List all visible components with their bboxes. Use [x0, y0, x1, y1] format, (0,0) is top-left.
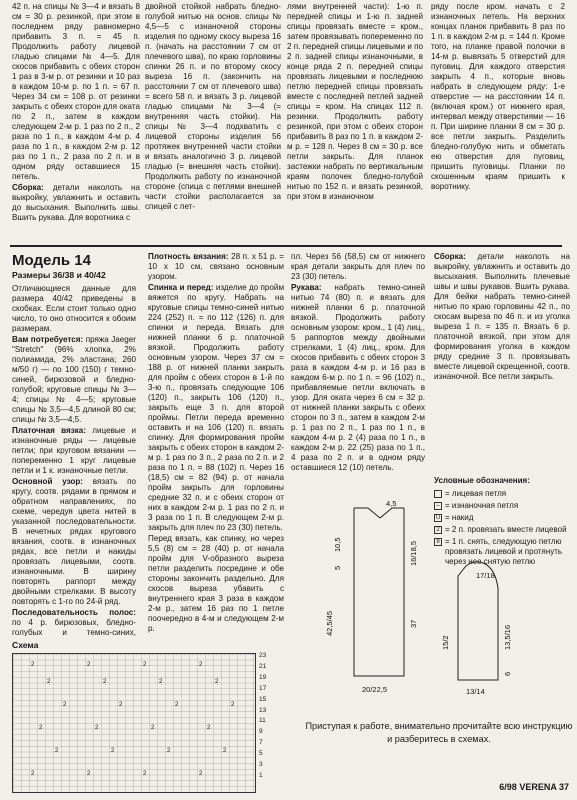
- model-col-left: [12, 284, 136, 636]
- svg-text:2: 2: [167, 748, 171, 754]
- svg-text:2: 2: [143, 662, 147, 668]
- pattern-label: 6: [503, 671, 512, 676]
- legend-symbol: U: [435, 515, 441, 521]
- knitting-chart-svg: [13, 654, 255, 792]
- row-number: 9: [259, 728, 263, 736]
- notice-text: Приступая к работе, внимательно прочитайте всю инструкцию и разберитесь в схемах.: [305, 721, 573, 744]
- row-number: 3: [259, 761, 263, 769]
- need-label: Вам потребуется:: [12, 335, 84, 344]
- svg-text:2: 2: [119, 702, 123, 708]
- legend-text: = 1 п. снять, следующую петлю провязать лицевой и протянуть через нее снятую петлю: [445, 537, 563, 566]
- assembly2-para: [434, 252, 570, 382]
- svg-text:2: 2: [175, 702, 179, 708]
- pattern-label: 17/18: [476, 571, 495, 580]
- pattern-label: 16/18,5: [409, 540, 418, 566]
- top-col-1-text: 42 п. на спицы № 3—4 и вязать 8 см = 30 р. резинкой, при этом в последнем ряду равномерно прибавить 3 п. = 45 п. Продолжить работу лицевой гладью спицами № 4—5. Для скосов прибавить с обеих сторон 1 раз в 3-м р. от резинки и 10 раз в каждом 10-м р. по 1 п. = 67 п. Через 34 см = 108 р. от резинки закрыть с обеих сторон для оката по 2 п., затем в каждом следующем 2-м р. 1 раз по 2 п., 2 раза по 1 п., в каждом 4-м р. 4 раза по 1 п., в каждом 2-м р. 12 раз по 1 п., 2 раза по 2 п. и в одном ряду оставшиеся 15 петель.: [12, 2, 140, 181]
- svg-text:2: 2: [231, 702, 235, 708]
- need-text: пряжа Jaeger "Stretch" (96% хлопка, 2% полиамида, 2% эластана; 260 м/50 г) — по 100 (150) г темно-синей, бирюзовой и бледно-голубой; круговые спицы № 3—4; спицы № 4—5; круговые спицы № 3,5—4,5 длиной 80 см; спицы № 3,5—4,5.: [12, 335, 136, 424]
- density-text: 28 п. х 51 р. = 10 х 10 см, связано основным узором.: [148, 252, 284, 281]
- svg-text:2: 2: [151, 725, 155, 731]
- main-text: вязать по кругу, соотв. рядами в прямом и обратном направлениях, по схеме, чередуя цвета нитей в указанной последовательности. В нечетных рядах кругового вязания, соотв. в изнаночных рядах, все петли и накиды провязать лицевыми, соотв. изнаночными. В ширину повторять раппорт между двойными стрелками. В высоту повторять с 1-го по 24-й ряд.: [12, 477, 136, 606]
- top-col-1: [12, 2, 140, 244]
- pattern-label: 13/14: [466, 687, 485, 696]
- top-col-3: [287, 2, 423, 244]
- top-col-2-text: двойной стойкой набрать бледно-голубой нитью на основ. спицы № 4,5—5 с изнаночной стороны изделия по одному скосу выреза 16 п. (начать на расстоянии 7 см от плечевого шва), по краю горловины спинки 26 п. и по второму скосу выреза 16 п. (закончить на расстоянии 7 см от плечевого шва) = всего 58 п. и вязать 3 р. лицевой гладью спицами № 3—4 (= внутренняя часть стойки). На спицы № 3—4 подхватить с лицевой стороны изделия 56 протяжек внутренней части стойки и вязать аналогично 3 р. лицевой гладью (= внешняя часть стойки). Продолжить работу по изнаночной стороне (спица с петлями внешней части стойки располагается за спицей с пет-: [145, 2, 281, 211]
- pattern-label: 10,5: [333, 537, 342, 552]
- schema-title: Схема: [12, 640, 39, 650]
- body-pattern-outline: [354, 508, 404, 676]
- back-label: Спинка и перед:: [148, 283, 214, 292]
- model-col-middle: [148, 252, 284, 648]
- row-number: 13: [259, 706, 267, 714]
- row-number: 11: [259, 717, 266, 725]
- legend-symbol: 8: [434, 538, 442, 546]
- assembly-text: детали наколоть на выкройку, увлажнить и оставить до высыхания. Выполнить швы. Вшить рукава. Для воротника с: [12, 183, 140, 222]
- svg-text:2: 2: [87, 771, 91, 777]
- legend-symbol: [434, 490, 442, 498]
- svg-text:2: 2: [31, 662, 35, 668]
- svg-text:2: 2: [47, 679, 51, 685]
- assembly-label: Сборка:: [12, 183, 44, 192]
- density-para: [148, 252, 284, 282]
- sleeves-head-text: пл. Через 56 (58,5) см от нижнего края детали закрыть для плеч по 23 (30) петель.: [291, 252, 425, 281]
- pattern-label: 4,5: [386, 500, 397, 508]
- main-label: Основной узор:: [12, 477, 83, 486]
- legend-item: [434, 489, 572, 499]
- row-number: 15: [259, 695, 267, 703]
- model-col-far-right: [434, 252, 570, 474]
- main-para: [12, 477, 136, 607]
- top-col-4: [431, 2, 565, 244]
- plain-text: лицевые и изнаночные ряды — лицевые петли; при круговом вязании — попеременно 1 круг лицевые петли и 1 к. изнаночные петли.: [12, 426, 136, 475]
- row-number: 23: [259, 652, 267, 659]
- row-number: 7: [259, 739, 263, 747]
- back-para: [148, 283, 284, 533]
- svg-text:2: 2: [159, 679, 163, 685]
- svg-text:2: 2: [63, 702, 67, 708]
- svg-text:2: 2: [31, 771, 35, 777]
- pattern-label: 20/22,5: [362, 685, 388, 694]
- pattern-label: 15/2: [441, 635, 450, 650]
- assembly2-text: детали наколоть на выкройку, увлажнить и оставить до высыхания. Выполнить плечевые швы и швы рукавов. Вшить рукава. Для бейки набрать темно-синей нитью по краю горловины 42 п., по скосам выреза по 46 п. и из уголка выреза 1 п. = 135 п. Вязать 6 р. платочной вязкой, при этом для формирования уголка в каждом ряду средние 3 п. провязывать вместе лицевой скрещенной, соотв. изнаночной. Все петли закрыть.: [434, 252, 570, 381]
- sleeve-label: Рукава:: [291, 283, 322, 292]
- legend-text: = 2 п. провязать вместе лицевой: [445, 525, 567, 534]
- top-col-4-text: ряду после кром. начать с 2 изнаночных петель. На верхних концах планок прибавить 8 раз по 1 п. в каждом 2-м р. = 144 п. Кроме того, на планке правой полочки в 14-м р. вывязать 5 отверстий для пуговиц. Для каждого отверстия закрыть 4 п., которые вновь набрать в следующем ряду: 1-е отверстие — на расстоянии 14 п. (включая кром.) от нижнего края, интервал между отверстиями — 16 п. При ширине планки 8 см = 30 р. все петли закрыть. Разделить бледно-голубую нить и обметать ею отверстия для пуговиц, пришить пуговицы. Планки по скошенным краям пришить к воротнику.: [431, 2, 565, 191]
- seq-label: Последовательность полос:: [12, 608, 136, 617]
- top-col-2: [145, 2, 281, 244]
- row-number: 21: [259, 662, 267, 670]
- svg-text:2: 2: [87, 662, 91, 668]
- knitting-chart-grid: [12, 653, 256, 793]
- need-para: [12, 335, 136, 425]
- top-col-1-assembly: [12, 183, 140, 223]
- garment-pattern-diagram: [266, 500, 566, 710]
- svg-text:2: 2: [111, 748, 115, 754]
- section-divider: [10, 245, 562, 247]
- seq-para: [12, 608, 136, 636]
- plain-para: [12, 426, 136, 476]
- legend-symbol: 2: [434, 526, 442, 534]
- model-col-right: [291, 252, 425, 494]
- seq-text: по 4 р. бирюзовых, бледно-голубых и темно-синих,: [12, 618, 136, 636]
- plain-label: Платочная вязка:: [12, 426, 87, 435]
- pattern-label: 42,5/45: [325, 610, 334, 636]
- svg-text:2: 2: [39, 725, 43, 731]
- row-number: 5: [259, 750, 263, 758]
- pattern-label: 13,5/16: [503, 624, 512, 650]
- legend-text: = накид: [445, 513, 474, 522]
- density-label: Плотность вязания:: [148, 252, 229, 261]
- row-number: 19: [259, 673, 267, 681]
- row-number: 17: [259, 684, 267, 692]
- svg-text:2: 2: [215, 679, 219, 685]
- legend-symbol: –: [434, 502, 442, 510]
- pattern-label: 37: [409, 619, 418, 628]
- svg-text:2: 2: [223, 748, 227, 754]
- row-number: 1: [259, 771, 263, 779]
- svg-text:2: 2: [55, 748, 59, 754]
- svg-text:2: 2: [199, 662, 203, 668]
- legend-text: = лицевая петля: [445, 489, 507, 498]
- svg-text:2: 2: [95, 725, 99, 731]
- page-footer: 6/98 VERENA 37: [499, 782, 569, 792]
- top-col-3-text: лями внутренней части): 1-ю п. передней спицы и 1-ю п. задней спицы провязать вместе = кром., затем провязывать попеременно по 2 п. передней спицы лицевыми и по 2 п. задней спицы изнаночными, в конце ряда 2 п. передней спицы провязать лицевыми и последнюю петлю передней спицы провязать вместе с последней петлей задней спицы = кром. На спицах 112 п. резинки. Продолжить работу резинкой, при этом с обеих сторон прибавить 8 раз по 1 п. в каждом 2-м р. = 128 п. Через 8 см = 30 р. все петли закрыть. Для планок застежки набрать по вертикальным краям полочек бледно-голубой нитью по 152 п. и вязать резинкой, при этом в изнаночном: [287, 2, 423, 201]
- sleeve-text: набрать темно-синей нитью 74 (80) п. и вязать для нижней планки 6 р. платочной вязкой. Продолжить работу основным узором: кром., 1 (4) лиц., 5 раппортов между двойными стрелками, 1 (4) лиц., кром. Для скосов прибавить с обеих сторон 3 раза в каждом 4-м р. и 16 раз в каждом 6-м р. по 1 п. = 96 (102) п., прибавляемые петли включать в узор. Для оката через 6 см = 32 р. от нижней планки закрыть с обеих сторон по 3 п., затем в каждом 2-м р. 1 раз по 2 п., 1 раз по 1 п., в каждом 4-м р. 2 (4) раза по 1 п., в каждом 2-м р. 22 (25) раза по 1 п., 4 раза по 2 п. и в одном ряду оставшиеся 12 (10) петель.: [291, 283, 425, 472]
- front-text: Перед вязать, как спинку, но через 5,5 (8) см = 28 (40) р. от начала пройм для V-образного выреза петли разделить посредине и обе стороны закончить раздельно. Для скосов выреза убавить с внутреннего края 3 раза в каждом 2-м р., затем 16 раз по 1 петле поочередно в 4-м и следующем 2-м р.: [148, 534, 284, 633]
- model-sizes: Размеры 36/38 и 40/42: [12, 270, 106, 280]
- sleeve-para: [291, 283, 425, 473]
- svg-text:2: 2: [207, 725, 211, 731]
- legend-text: = изнаночная петля: [445, 501, 519, 510]
- intro-text: Отличающиеся данные для размера 40/42 приведены в скобках. Если стоит только одно число, то оно относится к обоим размерам.: [12, 284, 136, 333]
- assembly2-label: Сборка:: [434, 252, 466, 261]
- svg-text:2: 2: [103, 679, 107, 685]
- pattern-label: 5: [333, 565, 342, 570]
- back-text: изделие до пройм вяжется по кругу. Набрать на круговые спицы темно-синей нитью 224 (252) п. = по 112 (126) п. для спинки и переда. Вязать для нижней планки 6 р. платочной вязкой. Продолжить работу основным узором. Через 37 см = 188 р. от нижней планки закрыть для пройм с обеих сторон в 1-й по 3-ю п., провязать следующие 106 (120) п., закрыть 106 (120) п., закрыть еще 3 п. для второй проймы. Петли переда временно оставить и на 106 (120) п. вязать спинку. Для формирования пройм закрыть с обеих сторон в каждом 2-м р. 1 раз по 3 п., 2 раза по 2 п. и 2 раза по 1 п. = 88 (102) п. Через 16 (18,5) см = 82 (94) р. от начала пройм закрыть для горловины средние 32 п. и с обеих сторон от них в каждом 2-м р. 1 раз по 2 п. и 3 раза по 1 п. В следующем 2-м р. закрыть для плеч по 23 (30) петель.: [148, 283, 284, 532]
- legend-title: Условные обозначения:: [434, 476, 530, 485]
- svg-text:2: 2: [143, 771, 147, 777]
- model-title: Модель 14: [12, 252, 91, 269]
- svg-text:2: 2: [199, 771, 203, 777]
